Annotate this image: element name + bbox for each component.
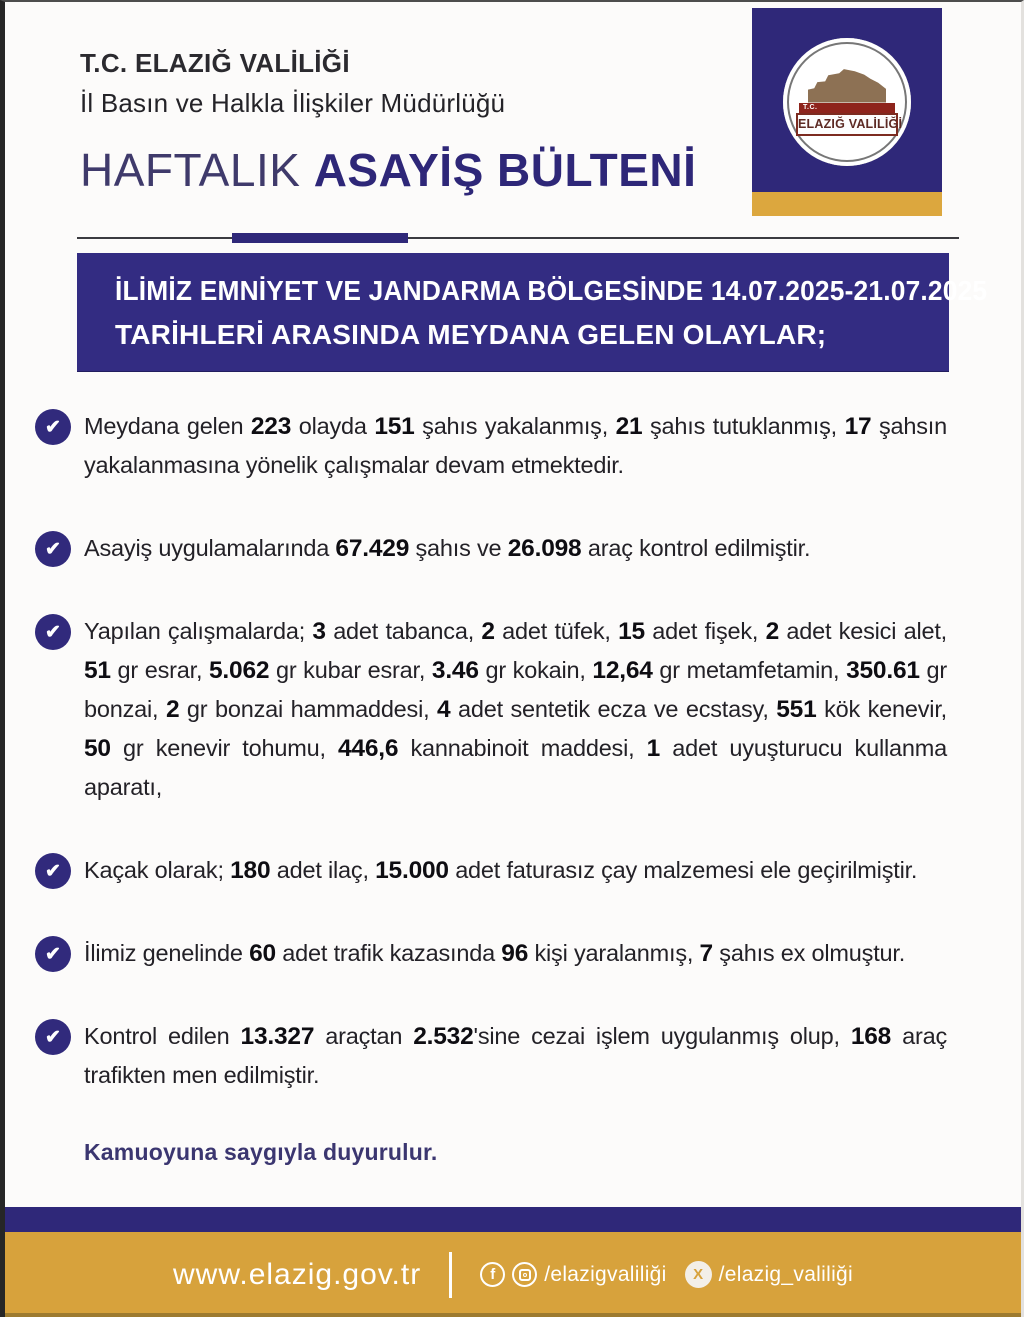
emblem-label: ELAZIĞ VALİLİĞİ (796, 113, 898, 136)
bullet-text-smuggling: Kaçak olarak; 180 adet ilaç, 15.000 adet faturasız çay malzemesi ele geçirilmiştir. (84, 857, 918, 884)
banner-line1: İLİMİZ EMNİYET VE JANDARMA BÖLGESİNDE 14.07.2025-21.07.2025 (115, 275, 988, 306)
bullet-text-vehicle-penalties: Kontrol edilen 13.327 araçtan 2.532'sine cezai işlem uygulanmış olup, 168 araç trafikten men edilmiştir. (84, 1023, 947, 1088)
social-account-fb-ig[interactable]: /elazigvaliliği (544, 1262, 667, 1286)
social-account-x[interactable]: /elazig_valiliği (718, 1262, 853, 1286)
logo-gold-strip (752, 192, 942, 216)
page-title (80, 143, 750, 197)
bullet-text-incidents: Meydana gelen 223 olayda 151 şahıs yakalanmış, 21 şahıs tutuklanmış, 17 şahsın yakalanmasına yönelik çalışmalar devam etmektedir. (84, 413, 948, 478)
castle-icon (808, 69, 886, 103)
footer-gold-band (5, 1232, 1021, 1317)
bullet-text-controls: Asayiş uygulamalarında 67.429 şahıs ve 26.098 araç kontrol edilmiştir. (84, 535, 811, 562)
list-item (35, 407, 947, 485)
check-icon: ✔ (35, 936, 71, 972)
page-title-light: HAFTALIK (80, 144, 314, 196)
website-link[interactable]: www.elazig.gov.tr (173, 1257, 422, 1291)
bullet-text-traffic-accidents: İlimiz genelinde 60 adet trafik kazasında 96 kişi yaralanmış, 7 şahıs ex olmuştur. (84, 940, 906, 967)
rule-thick-segment (232, 233, 408, 243)
check-icon: ✔ (35, 409, 71, 445)
facebook-icon[interactable]: f (480, 1262, 505, 1287)
logo-emblem-circle (783, 38, 911, 166)
check-icon: ✔ (35, 531, 71, 567)
closing-statement: Kamuoyuna saygıyla duyurulur. (84, 1139, 438, 1165)
check-icon: ✔ (35, 853, 71, 889)
list-item (35, 612, 947, 807)
bulletin-items (35, 407, 947, 1166)
emblem-tc-strip: T.C. (799, 103, 895, 113)
governorship-logo (752, 8, 942, 216)
bullet-text-seizures: Yapılan çalışmalarda; 3 adet tabanca, 2 adet tüfek, 15 adet fişek, 2 adet kesici alet, 51 gr esrar, 5.062 gr kubar esrar, 3.46 gr kokain, 12,64 gr metamfetamin, 350.61 gr bonzai, 2 gr bonzai hammaddesi, 4 adet sentetik ecza ve ecstasy, 551 kök kenevir, 50 gr kenevir tohumu, 446,6 kannabinoit maddesi, 1 adet uyuşturucu kullanma aparatı, (84, 618, 948, 800)
logo-navy-panel (752, 8, 942, 192)
list-item (35, 851, 947, 890)
decorative-rule (77, 233, 959, 243)
check-icon: ✔ (35, 1019, 71, 1055)
x-twitter-icon[interactable]: X (685, 1261, 712, 1288)
list-item (35, 934, 947, 973)
period-banner (77, 253, 988, 371)
org-name-line1: T.C. ELAZIĞ VALİLİĞİ (80, 48, 350, 78)
org-name-line2: İl Basın ve Halkla İlişkiler Müdürlüğü (80, 88, 506, 118)
page-title-bold: ASAYİŞ BÜLTENİ (313, 144, 697, 196)
instagram-icon[interactable] (512, 1262, 537, 1287)
check-icon: ✔ (35, 614, 71, 650)
banner-line2: TARİHLERİ ARASINDA MEYDANA GELEN OLAYLAR; (115, 319, 827, 350)
footer-navy-band (5, 1207, 1021, 1232)
instagram-camera-glyph (519, 1269, 531, 1281)
footer-divider (449, 1252, 452, 1298)
footer (5, 1207, 1021, 1317)
list-item (35, 1017, 947, 1095)
list-item (35, 529, 947, 568)
rule-thin-line (77, 237, 959, 239)
